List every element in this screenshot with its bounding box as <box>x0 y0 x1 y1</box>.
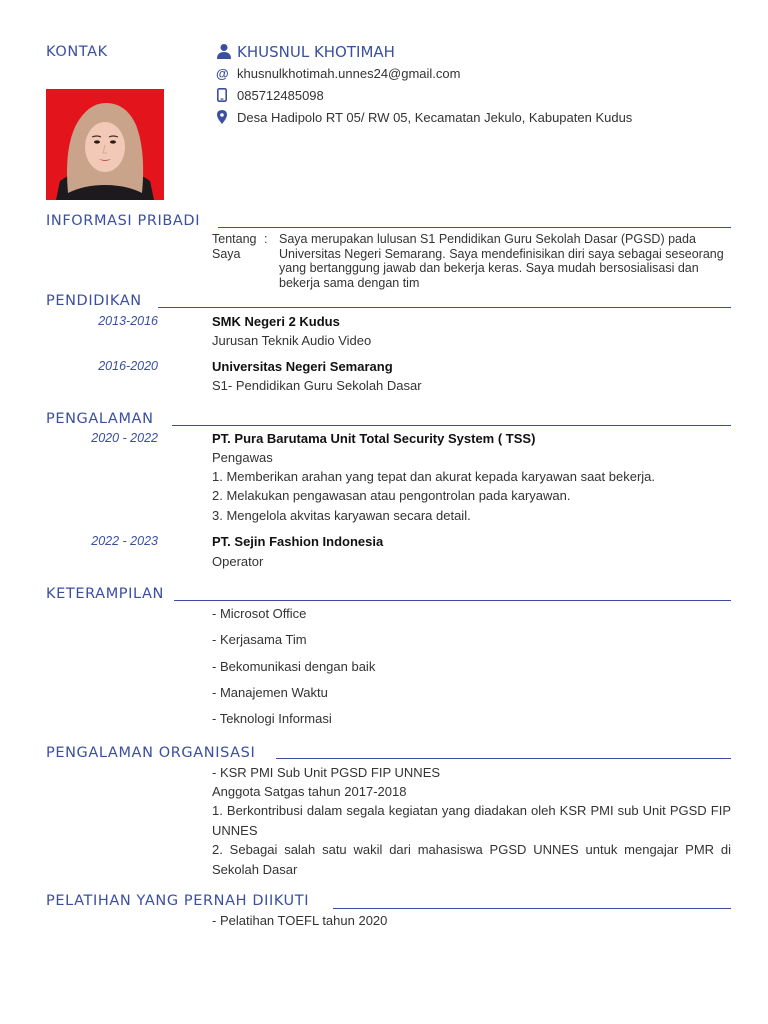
section-title-pengalaman: PENGALAMAN <box>46 411 154 427</box>
section-title-pelatihan: PELATIHAN YANG PERNAH DIIKUTI <box>46 893 310 909</box>
experience-company: PT. Sejin Fashion Indonesia <box>212 534 384 549</box>
organization-item: 1. Berkontribusi dalam segala kegiatan yang diadakan oleh KSR PMI sub Unit PGSD FIP UNNES <box>212 803 731 838</box>
organization-name: - KSR PMI Sub Unit PGSD FIP UNNES <box>212 765 441 780</box>
section-title-kontak: KONTAK <box>46 44 108 60</box>
experience-duty: 2. Melakukan pengawasan atau pengontrolan pada karyawan. <box>212 488 571 503</box>
profile-name: KHUSNUL KHOTIMAH <box>237 43 395 61</box>
section-title-informasi-pribadi: INFORMASI PRIBADI <box>46 213 201 229</box>
skill-item: - Microsot Office <box>212 606 307 621</box>
section-title-pendidikan: PENDIDIKAN <box>46 293 142 309</box>
experience-period: 2020 - 2022 <box>91 431 158 445</box>
about-text: Saya merupakan lulusan S1 Pendidikan Guru Sekolah Dasar (PGSD) pada Universitas Negeri Semarang. Saya mendefinisikan diri saya sebagai seseorang yang bertanggung jawab dan bekerja keras. Saya mudah bersosialisasi dan bekerja sama dengan tim <box>279 232 724 290</box>
profile-photo-illustration <box>46 89 164 200</box>
profile-photo <box>46 89 164 200</box>
organization-item: 2. Sebagai salah satu wakil dari mahasiswa PGSD UNNES untuk mengajar PMR di Sekolah Dasar <box>212 842 731 877</box>
profile-email[interactable]: khusnulkhotimah.unnes24@gmail.com <box>237 66 461 81</box>
map-pin-icon <box>217 110 227 129</box>
profile-phone[interactable]: 085712485098 <box>237 88 324 103</box>
section-title-keterampilan: KETERAMPILAN <box>46 586 165 602</box>
section-divider <box>218 227 731 228</box>
skill-item: - Bekomunikasi dengan baik <box>212 659 376 674</box>
education-period: 2013-2016 <box>98 314 158 328</box>
about-label-line: Tentang <box>212 232 257 246</box>
section-divider <box>158 307 731 308</box>
person-icon <box>216 43 232 64</box>
at-icon: @ <box>216 66 229 81</box>
skill-item: - Manajemen Waktu <box>212 685 328 700</box>
section-divider <box>174 600 731 601</box>
about-label <box>212 232 256 261</box>
skill-item: - Teknologi Informasi <box>212 711 332 726</box>
education-major: Jurusan Teknik Audio Video <box>212 333 372 348</box>
profile-address: Desa Hadipolo RT 05/ RW 05, Kecamatan Jekulo, Kabupaten Kudus <box>237 110 633 125</box>
about-label-line: Saya <box>212 246 241 261</box>
organization-role: Anggota Satgas tahun 2017-2018 <box>212 784 407 799</box>
section-divider <box>333 908 731 909</box>
education-school: Universitas Negeri Semarang <box>212 359 393 374</box>
education-school: SMK Negeri 2 Kudus <box>212 314 340 329</box>
experience-duty: 1. Memberikan arahan yang tepat dan akurat kepada karyawan saat bekerja. <box>212 469 655 484</box>
education-period: 2016-2020 <box>98 359 158 373</box>
experience-company: PT. Pura Barutama Unit Total Security System ( TSS) <box>212 431 536 446</box>
about-colon: : <box>264 232 268 246</box>
phone-icon <box>217 88 227 107</box>
training-item: - Pelatihan TOEFL tahun 2020 <box>212 913 388 928</box>
skill-item: - Kerjasama Tim <box>212 632 307 647</box>
experience-duty: 3. Mengelola akvitas karyawan secara detail. <box>212 508 471 523</box>
section-divider <box>276 758 731 759</box>
experience-role: Operator <box>212 554 264 569</box>
experience-role: Pengawas <box>212 450 273 465</box>
section-title-pengalaman-organisasi: PENGALAMAN ORGANISASI <box>46 745 256 761</box>
experience-period: 2022 - 2023 <box>91 534 158 548</box>
education-major: S1- Pendidikan Guru Sekolah Dasar <box>212 378 422 393</box>
section-divider <box>172 425 731 426</box>
